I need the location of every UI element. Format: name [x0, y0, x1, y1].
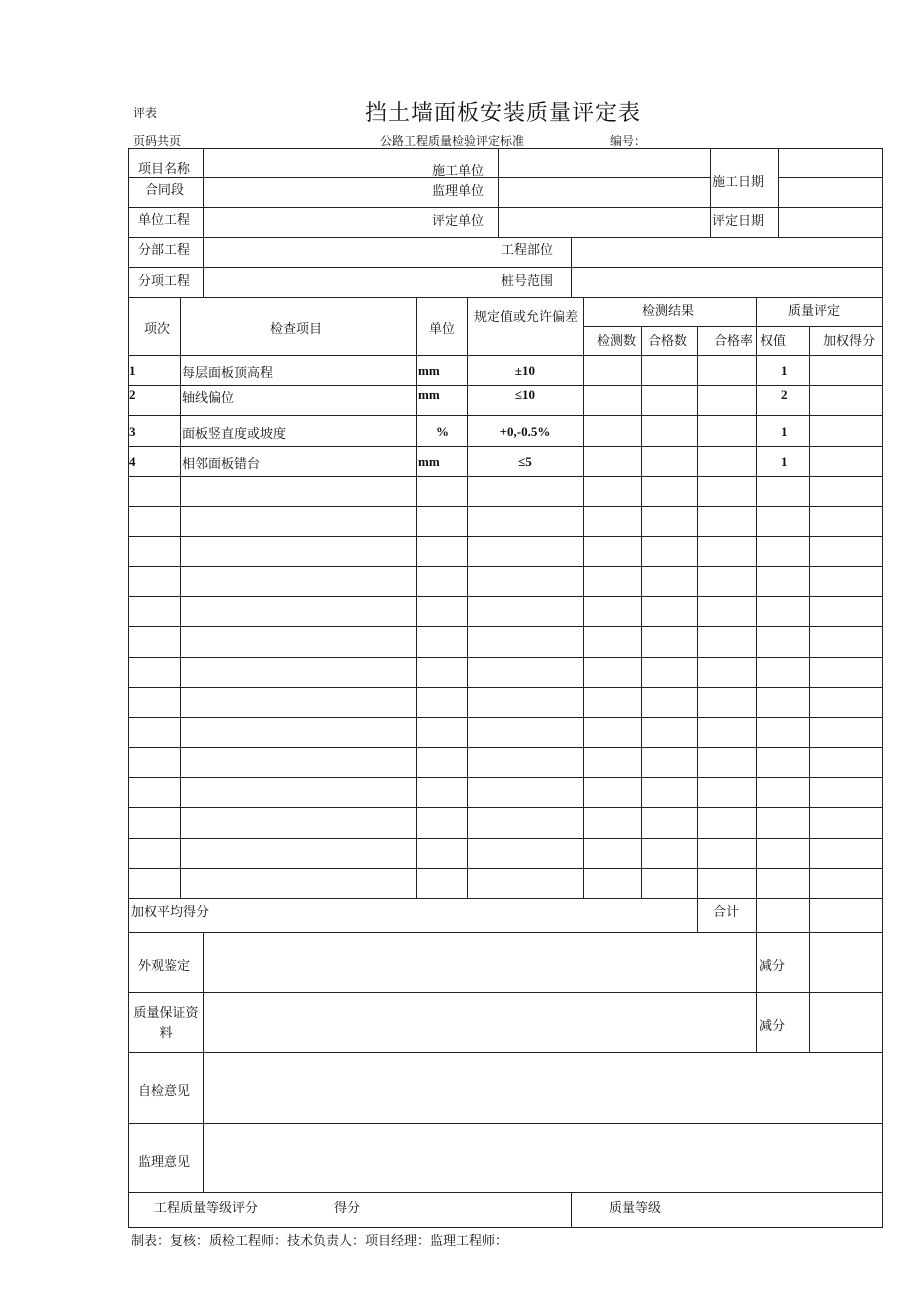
- col-pass-header: 合格数: [648, 334, 688, 349]
- score-label: 得分: [334, 1201, 361, 1216]
- table-row-1-item: 每层面板顶高程: [182, 366, 274, 381]
- form-code: 评表: [133, 106, 158, 120]
- self-check-label: 自检意见: [138, 1084, 191, 1099]
- page-title: 挡土墙面板安装质量评定表: [365, 101, 642, 126]
- label-subitem-project: 分项工程: [138, 274, 191, 289]
- table-row-2-unit: mm: [418, 387, 440, 402]
- table-row-1-spec: ±10: [514, 363, 536, 378]
- label-contract-section: 合同段: [145, 183, 185, 198]
- table-row-4-item: 相邻面板错台: [182, 457, 261, 472]
- quality-grade-label: 质量等级: [609, 1201, 662, 1216]
- label-evaluation-date: 评定日期: [712, 214, 765, 229]
- col-weight-header: 权值: [760, 334, 787, 349]
- label-construction-unit: 施工单位: [432, 164, 485, 179]
- col-rate-header: 合格率: [714, 334, 754, 349]
- label-supervision-unit: 监理单位: [432, 184, 485, 199]
- col-unit-header: 单位: [429, 322, 456, 337]
- weighted-avg-label: 加权平均得分: [131, 905, 210, 920]
- col-quality-header: 质量评定: [788, 304, 841, 319]
- table-row-4-no: 4: [129, 454, 136, 469]
- label-unit-project: 单位工程: [138, 213, 191, 228]
- table-row-1-unit: mm: [418, 363, 440, 378]
- serial-label: 编号：: [610, 134, 647, 148]
- table-row-1-no: 1: [129, 363, 136, 378]
- quality-docs-deduct-label: 减分: [759, 1019, 786, 1034]
- col-seq-header: 项次: [144, 322, 171, 337]
- signature-line: 制表：复核：质检工程师：技术负责人：项目经理：监理工程师：: [131, 1234, 509, 1249]
- table-row-3-unit: %: [436, 424, 449, 439]
- col-result-header: 检测结果: [642, 304, 695, 319]
- col-count-header: 检测数: [597, 334, 637, 349]
- table-row-3-weight: 1: [781, 424, 788, 439]
- appearance-deduct-label: 减分: [759, 959, 786, 974]
- total-label: 合计: [713, 905, 740, 920]
- table-row-3-spec: +0,-0.5%: [499, 424, 551, 439]
- col-spec-header: 规定值或允许偏差: [473, 310, 578, 325]
- table-row-2-no: 2: [129, 387, 136, 402]
- table-row-4-unit: mm: [418, 454, 440, 469]
- table-row-4-weight: 1: [781, 454, 788, 469]
- table-row-3-no: 3: [129, 424, 136, 439]
- quality-docs-label: 质量保证资料: [133, 1006, 199, 1041]
- label-evaluation-unit: 评定单位: [432, 214, 485, 229]
- table-row-1-weight: 1: [781, 363, 788, 378]
- grade-eval-label: 工程质量等级评分: [154, 1201, 259, 1216]
- table-row-2-weight: 2: [781, 387, 788, 402]
- standard-name: 公路工程质量检验评定标准: [380, 134, 525, 148]
- table-row-2-item: 轴线偏位: [182, 391, 235, 406]
- label-project-location: 工程部位: [501, 243, 554, 258]
- label-project-name: 项目名称: [138, 162, 191, 177]
- col-score-header: 加权得分: [823, 334, 876, 349]
- table-row-3-item: 面板竖直度或坡度: [182, 427, 287, 442]
- table-row-2-spec: ≤10: [514, 387, 536, 402]
- table-row-4-spec: ≤5: [518, 454, 532, 469]
- col-item-header: 检查项目: [270, 322, 323, 337]
- supervision-opinion-label: 监理意见: [138, 1155, 191, 1170]
- appearance-label: 外观鉴定: [138, 959, 191, 974]
- page-info: 页码共页: [133, 134, 182, 148]
- label-division-project: 分部工程: [138, 243, 191, 258]
- label-construction-date: 施工日期: [712, 175, 765, 190]
- label-station-range: 桩号范围: [501, 274, 554, 289]
